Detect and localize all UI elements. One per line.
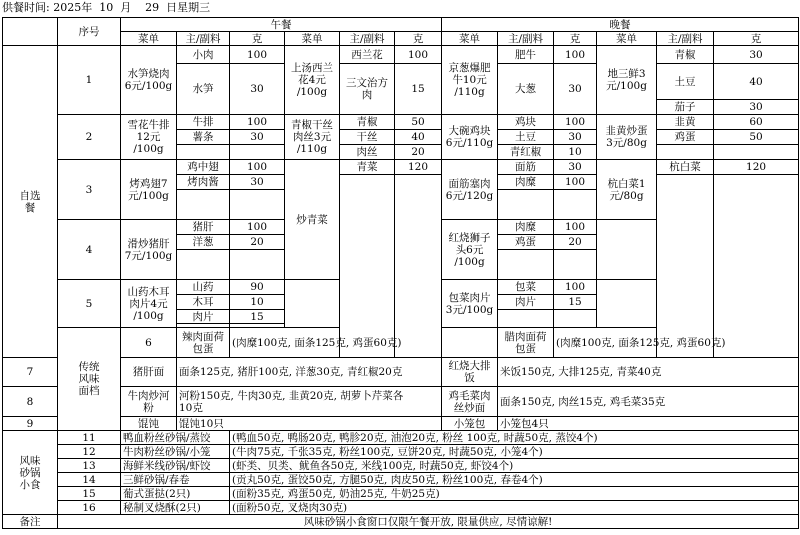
menu-table [2,17,799,529]
item-materials: (面粉35克, 鸡蛋50克, 奶油25克, 牛奶25克) [230,487,799,501]
section-flavor-casserole: 风味 砂锅 小食 [3,431,58,515]
dish-name: 杭白菜1 元/80g [597,160,657,220]
blank-corner [3,18,58,46]
ingredient: 肉糜 [498,220,554,235]
col-gram: 克 [714,32,799,46]
col-side: 主/副料 [498,32,554,46]
row-no: 1 [58,46,121,115]
row-no: 2 [58,115,121,160]
gram: 100 [554,280,597,295]
gram: 15 [230,310,285,324]
gram: 40 [714,64,799,100]
ingredient: 肉片 [177,310,230,324]
ingredient: 杭白菜 [657,160,714,175]
gram: 20 [230,235,285,250]
gram-empty [230,145,285,160]
row-no: 3 [58,160,121,220]
gram: 100 [554,220,597,235]
dish-name: 雪花牛排 12元 /100g [121,115,177,160]
ingredient: 韭黄 [657,115,714,130]
dish-name: 红烧狮子 头6元 /100g [442,220,498,280]
dish-name: 腊肉面荷 包蛋 [498,328,554,358]
dish-name: 韭黄炒蛋 3元/80g [597,115,657,160]
gram: 30 [230,175,285,190]
col-dish: 菜单 [442,32,498,46]
ingredient: 土豆 [657,64,714,100]
dish-materials: 河粉150克, 牛肉30克, 韭黄20克, 胡萝卜芹菜各 10克 [177,387,442,417]
row-no: 11 [58,431,121,445]
ingredient-empty [177,250,230,280]
ingredient: 肉丝 [340,145,395,160]
gram: 120 [714,160,799,175]
ingredient-empty [177,145,230,160]
gram: 15 [554,295,597,310]
remark-text: 风味砂锅小食窗口仅限午餐开放, 限量供应, 尽情谅解! [58,515,799,529]
dish-materials: (肉糜100克, 面条125克, 鸡蛋60克) [230,328,498,358]
col-side: 主/副料 [340,32,395,46]
item-name: 鸭血粉丝砂锅/蒸饺 [121,431,230,445]
gram-empty [230,250,285,280]
gram: 100 [554,175,597,190]
item-name: 海鲜米线砂锅/虾饺 [121,459,230,473]
section-traditional-noodles: 传统 风味 面档 [58,328,121,431]
row-no: 13 [58,459,121,473]
col-lunch: 午餐 [121,18,442,32]
ingredient: 茄子 [657,100,714,115]
ingredient-empty [498,310,554,328]
col-dish: 菜单 [285,32,340,46]
item-materials: (虾类、贝类、鱿鱼各50克, 米线100克, 时蔬50克, 虾饺4个) [230,459,799,473]
ingredient: 木耳 [177,295,230,310]
service-date-label: 供餐时间: [2,1,50,14]
dish-name-empty [285,280,340,328]
dish-name: 小笼包 [442,417,498,431]
ingredient: 薯条 [177,130,230,145]
item-name: 三鲜砂锅/春卷 [121,473,230,487]
gram: 30 [714,46,799,64]
dish-name: 炒青菜 [285,160,340,280]
gram-empty [554,310,597,328]
ingredient: 三文治方 肉 [340,64,395,115]
gram: 90 [230,280,285,295]
ingredient-empty [177,190,230,220]
dish-name: 水笋烧肉 6元/100g [121,46,177,115]
gram: 100 [554,46,597,64]
col-dish: 菜单 [121,32,177,46]
col-gram: 克 [395,32,442,46]
row-no: 15 [58,487,121,501]
dish-name: 包菜肉片 3元/100g [442,280,498,328]
row-no: 5 [58,280,121,328]
dish-name: 滑炒猪肝 7元/100g [121,220,177,280]
ingredient-empty [657,145,714,160]
col-dinner: 晚餐 [442,18,799,32]
dish-name: 地三鲜3 元/100g [597,46,657,115]
gram-empty [554,190,597,220]
dish-name: 面筋塞肉 6元/120g [442,160,498,220]
ingredient: 肉糜 [498,175,554,190]
dish-name: 上汤西兰 花4元 /100g [285,46,340,115]
dish-name: 山药木耳 肉片4元 /100g [121,280,177,328]
gram: 100 [230,46,285,64]
row-no: 4 [58,220,121,280]
dish-name: 鸡毛菜肉 丝炒面 [442,387,498,417]
dish-name: 京葱爆肥 牛10元 /110g [442,46,498,115]
gram-empty [230,190,285,220]
item-materials: (鸭血50克, 鸭肠20克, 鸭胗20克, 油泡20克, 粉丝 100克, 时蔬50克, 蒸饺4个) [230,431,799,445]
ingredient: 大葱 [498,64,554,115]
row-no: 16 [58,501,121,515]
ingredient-empty [498,250,554,280]
ingredient: 青红椒 [498,145,554,160]
gram: 30 [554,160,597,175]
item-materials: (牛肉75克, 千张35克, 粉丝100克, 豆饼20克, 时蔬50克, 小笼4个) [230,445,799,459]
ingredient: 青椒 [657,46,714,64]
dish-name: 猪肝面 [121,358,177,387]
service-date-value: 2025年 10 月 29 日星期三 [49,1,211,14]
ingredient: 土豆 [498,130,554,145]
gram: 50 [714,130,799,145]
ingredient: 烤肉酱 [177,175,230,190]
gram: 20 [554,235,597,250]
dish-name-empty [597,220,657,280]
ingredient: 山药 [177,280,230,295]
gram: 15 [395,64,442,115]
gram: 40 [395,130,442,145]
dish-name-empty [597,280,657,328]
row-no: 14 [58,473,121,487]
dish-materials: 面条125克, 猪肝100克, 洋葱30克, 青红椒20克 [177,358,442,387]
gram: 60 [714,115,799,130]
dish-name: 牛肉炒河 粉 [121,387,177,417]
col-side: 主/副料 [657,32,714,46]
gram: 100 [230,115,285,130]
service-date [2,0,210,16]
remark-label: 备注 [3,515,58,529]
dish-name: 辣肉面荷 包蛋 [177,328,230,358]
dish-materials: (肉糜100克, 面条125克, 鸡蛋60克) [554,328,799,358]
gram: 20 [395,145,442,160]
ingredient: 青菜 [340,160,395,175]
gram: 30 [230,64,285,115]
gram: 30 [554,130,597,145]
item-materials: (贡丸50克, 蛋饺50克, 方腿50克, 肉皮50克, 粉丝100克, 春卷4个) [230,473,799,487]
gram: 30 [230,130,285,145]
item-name: 牛肉粉丝砂锅/小笼 [121,445,230,459]
col-seq: 序号 [58,18,121,46]
ingredient: 肥牛 [498,46,554,64]
gram: 50 [395,115,442,130]
col-side: 主/副料 [177,32,230,46]
row-no: 12 [58,445,121,459]
ingredient: 鸡蛋 [657,130,714,145]
ingredient: 猪肝 [177,220,230,235]
gram: 10 [230,295,285,310]
dish-name: 红烧大排 饭 [442,358,498,387]
ingredient-empty [498,190,554,220]
ingredient: 鸡中翅 [177,160,230,175]
gram: 10 [554,145,597,160]
ingredient: 西兰花 [340,46,395,64]
gram: 100 [230,220,285,235]
row-no: 8 [3,387,58,417]
gram-empty [554,250,597,280]
gram: 100 [554,115,597,130]
row-no: 9 [3,417,58,431]
dish-name: 烤鸡翅7 元/100g [121,160,177,220]
row-no: 6 [121,328,177,358]
dish-materials: 面条150克, 肉丝15克, 鸡毛菜35克 [498,387,799,417]
item-materials: (面粉50克, 叉烧肉30克) [230,501,799,515]
col-gram: 克 [230,32,285,46]
ingredient: 水笋 [177,64,230,115]
ingredient: 牛排 [177,115,230,130]
gram: 30 [714,100,799,115]
gram: 100 [230,160,285,175]
ingredient: 小肉 [177,46,230,64]
ingredient: 洋葱 [177,235,230,250]
dish-materials: 米饭150克, 大排125克, 青菜40克 [498,358,799,387]
item-name: 葡式蛋挞(2只) [121,487,230,501]
section-self-select: 自选 餐 [3,46,58,358]
ingredient: 干丝 [340,130,395,145]
gram: 100 [395,46,442,64]
col-dish: 菜单 [597,32,657,46]
gram-empty [714,145,799,160]
ingredient: 面筋 [498,160,554,175]
ingredient: 肉片 [498,295,554,310]
gram: 30 [554,64,597,115]
ingredient: 鸡块 [498,115,554,130]
dish-name: 馄饨 [121,417,177,431]
dish-materials: 馄饨10只 [177,417,442,431]
dish-materials: 小笼包4只 [498,417,799,431]
ingredient: 鸡蛋 [498,235,554,250]
col-gram: 克 [554,32,597,46]
ingredient: 包菜 [498,280,554,295]
dish-name: 大碗鸡块 6元/110g [442,115,498,160]
dish-name: 青椒干丝 肉丝3元 /110g [285,115,340,160]
ingredient: 青椒 [340,115,395,130]
item-name: 秘制叉烧酥(2只) [121,501,230,515]
row-no: 7 [3,358,58,387]
gram: 120 [395,160,442,175]
